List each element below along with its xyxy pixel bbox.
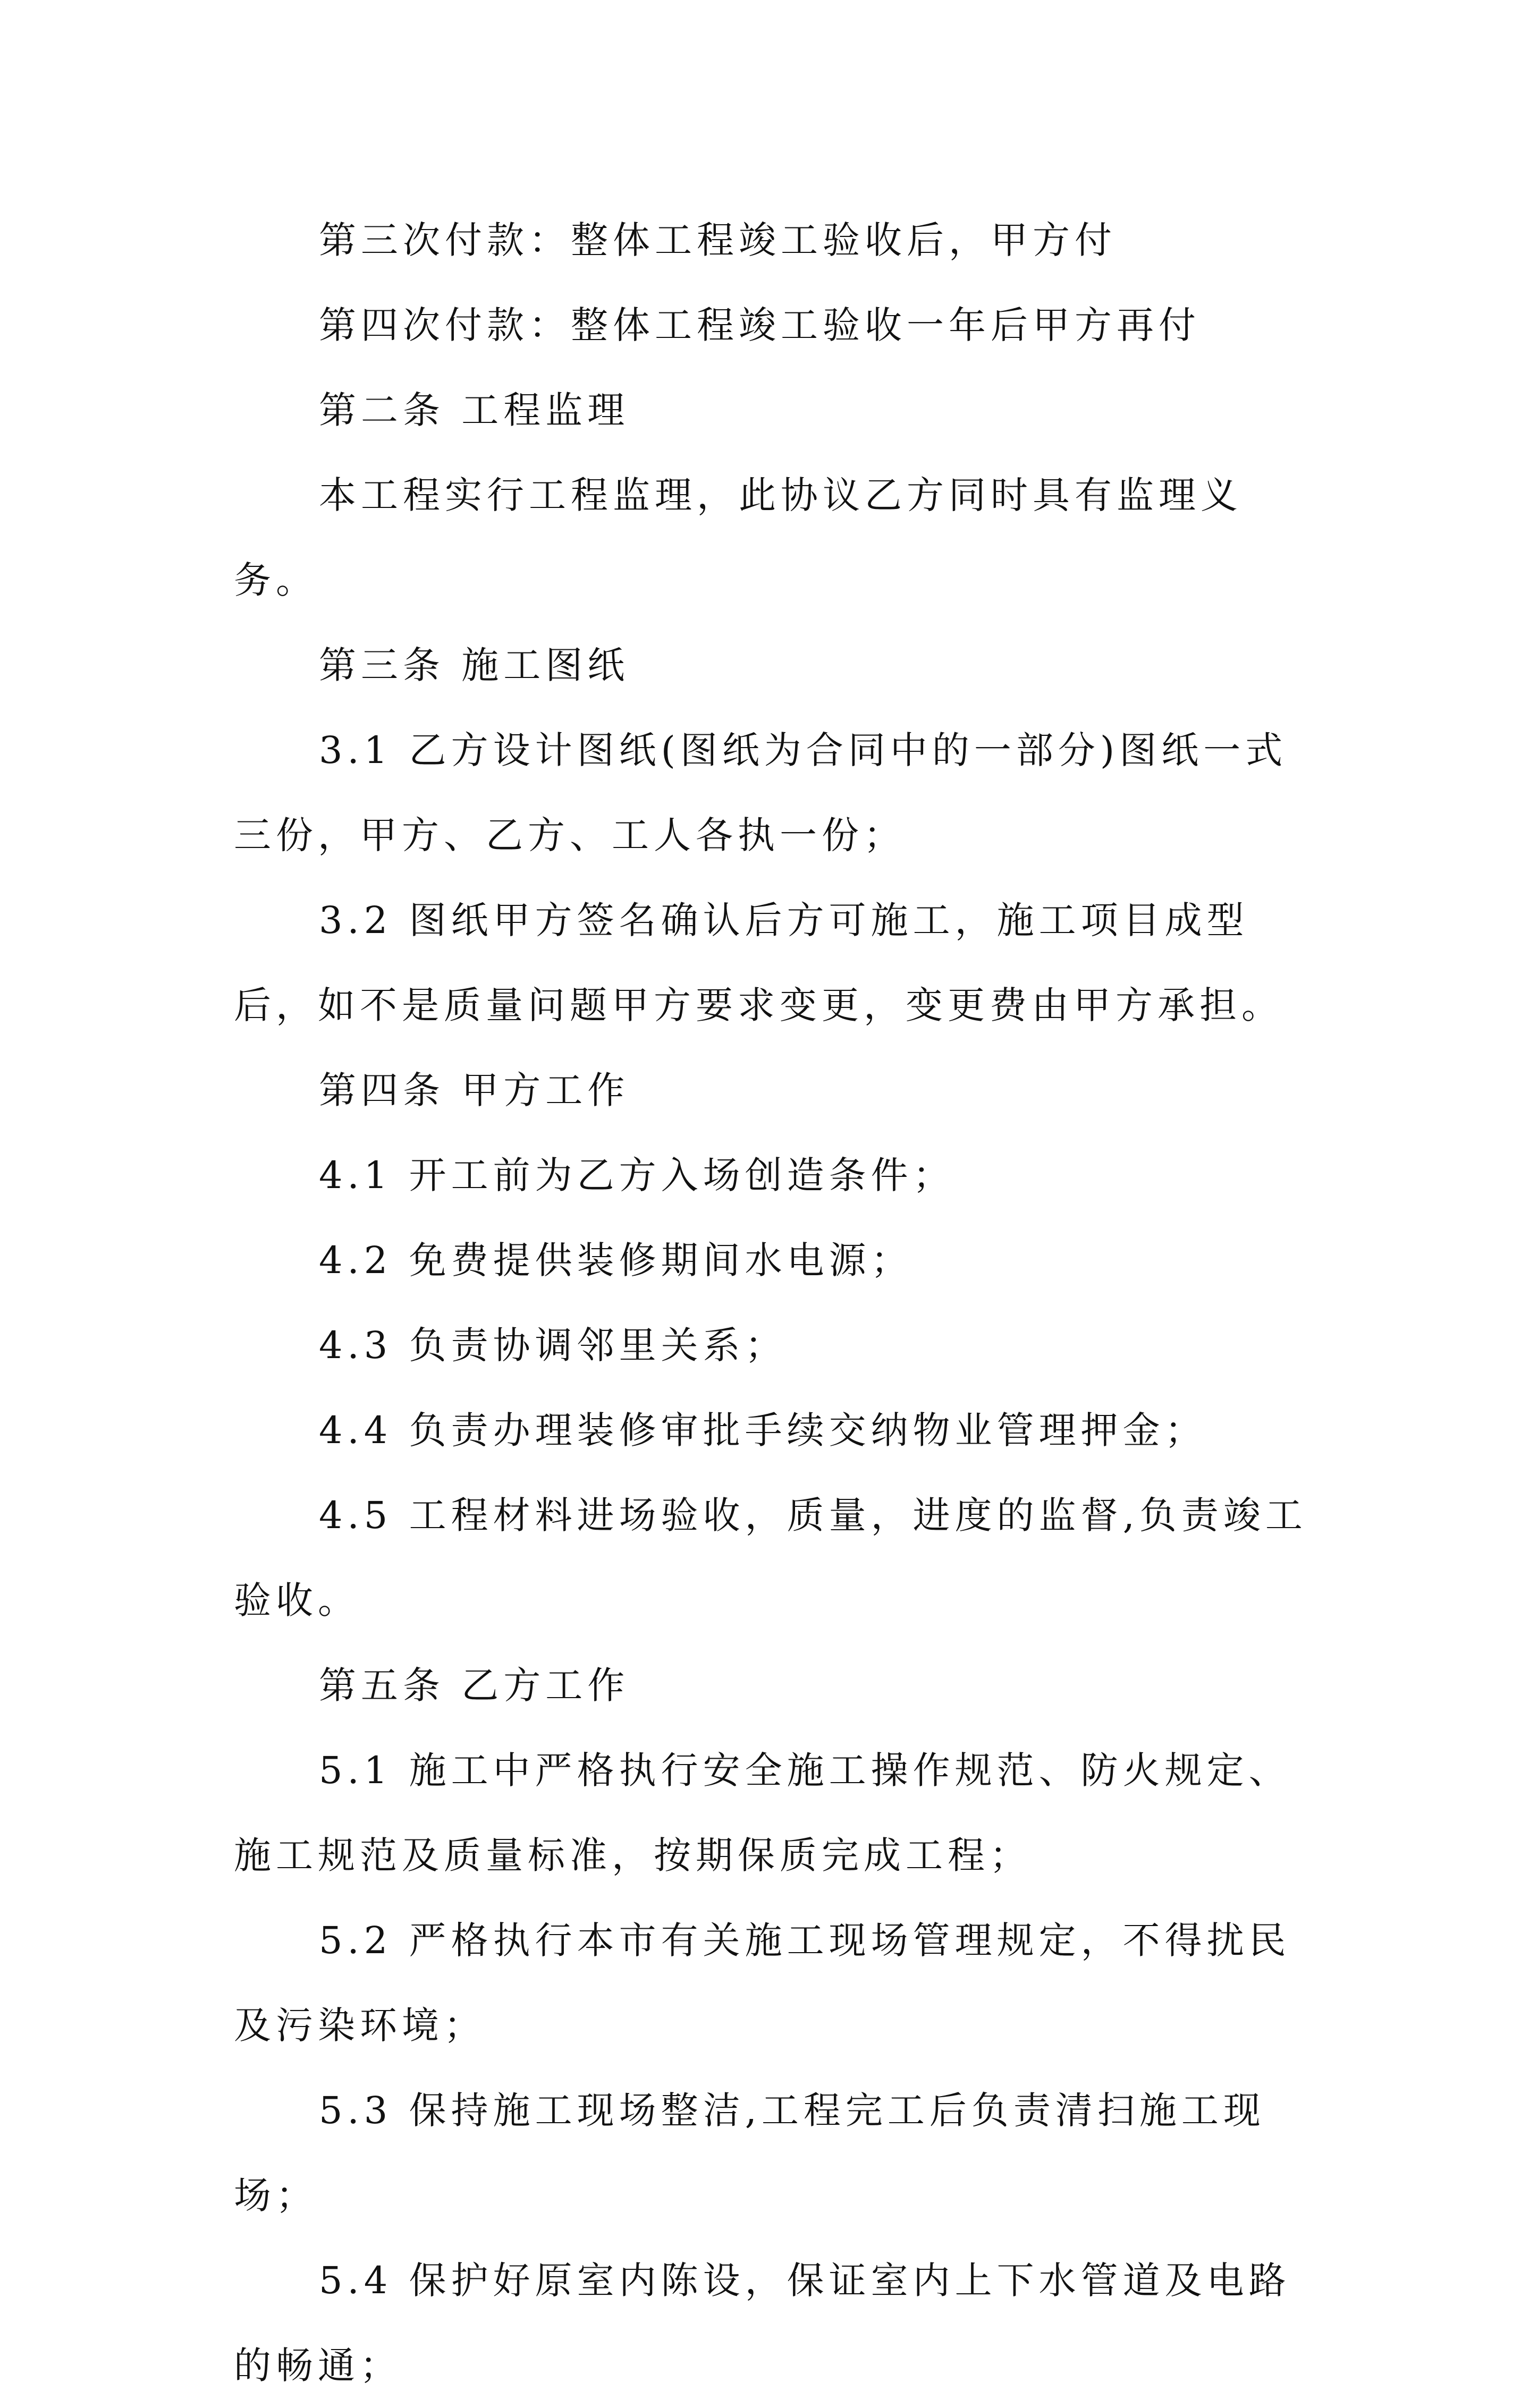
clause-4-1: 4.1 开工前为乙方入场创造条件； <box>319 1154 955 1197</box>
payment-fourth: 第四次付款：整体工程竣工验收一年后甲方再付 <box>319 303 1201 347</box>
clause-4-2: 4.2 免费提供装修期间水电源； <box>319 1239 913 1282</box>
clause-4-5: 4.5 工程材料进场验收，质量，进度的监督,负责竣工验收。 <box>234 1494 1307 1622</box>
article-2-text: 本工程实行工程监理，此协议乙方同时具有监理义务。 <box>234 473 1243 602</box>
article-4-heading: 第四条 甲方工作 <box>319 1069 630 1112</box>
clause-3-1: 3.1 乙方设计图纸(图纸为合同中的一部分)图纸一式三份，甲方、乙方、工人各执一份； <box>234 728 1288 857</box>
article-5-heading: 第五条 乙方工作 <box>319 1664 630 1707</box>
clause-5-3: 5.3 保持施工现场整洁,工程完工后负责清扫施工现场； <box>234 2089 1265 2217</box>
article-3-heading: 第三条 施工图纸 <box>319 643 630 687</box>
clause-4-4: 4.4 负责办理装修审批手续交纳物业管理押金； <box>319 1409 1207 1452</box>
clause-4-3: 4.3 负责协调邻里关系； <box>319 1324 787 1367</box>
payment-third: 第三次付款：整体工程竣工验收后，甲方付 <box>319 218 1117 262</box>
article-2-heading: 第二条 工程监理 <box>319 388 630 432</box>
clause-3-2: 3.2 图纸甲方签名确认后方可施工，施工项目成型后，如不是质量问题甲方要求变更，变更费由甲方承担。 <box>234 898 1283 1027</box>
clause-5-2: 5.2 严格执行本市有关施工现场管理规定，不得扰民及污染环境； <box>234 1919 1291 2047</box>
clause-5-1: 5.1 施工中严格执行安全施工操作规范、防火规定、施工规范及质量标准，按期保质完成工程； <box>234 1749 1291 1877</box>
contract-body <box>234 198 1313 2408</box>
clause-5-4: 5.4 保护好原室内陈设，保证室内上下水管道及电路的畅通； <box>234 2259 1291 2387</box>
